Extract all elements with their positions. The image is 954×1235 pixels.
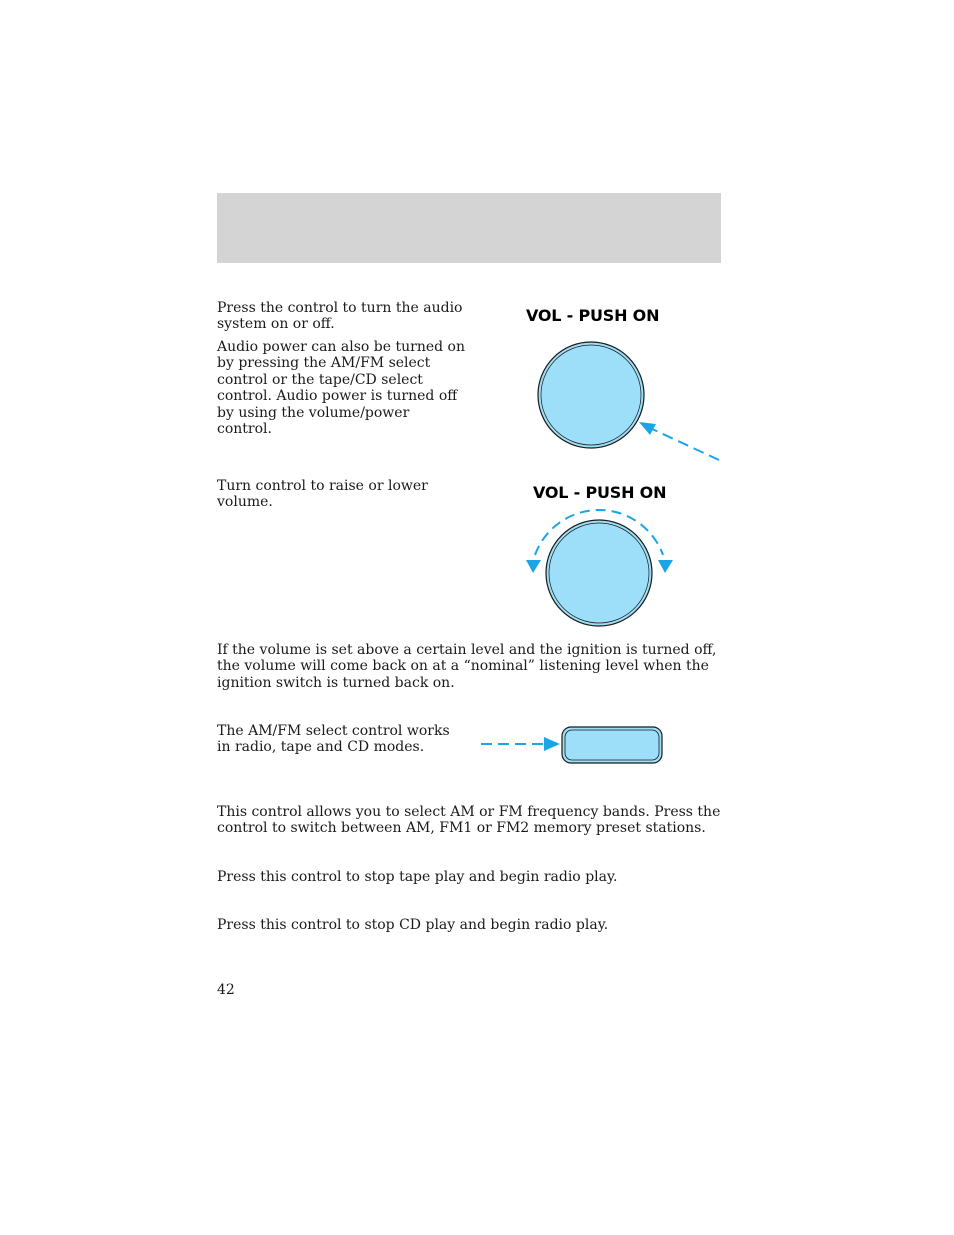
power-knob-label: VOL - PUSH ON (526, 306, 660, 325)
volume-instruction: Turn control to raise or lower volume. (217, 478, 428, 511)
volume-knob-label: VOL - PUSH ON (533, 483, 667, 502)
power-alternate-instruction: Audio power can also be turned on by pressing the AM/FM select control or the tape/CD select control. Audio power is turned off by using the volume/power control. (217, 339, 465, 438)
nominal-volume-note: If the volume is set above a certain level and the ignition is turned off, the volume will come back on at a “nominal” listening level when the ignition switch is turned back on. (217, 642, 717, 691)
amfm-stop-tape-text: Press this control to stop tape play and begin radio play. (217, 869, 618, 885)
rotate-arrow-head-left (526, 560, 541, 573)
amfm-band-select-text: This control allows you to select AM or FM frequency bands. Press the control to switch between AM, FM1 or FM2 memory preset stations. (217, 804, 721, 837)
power-knob (538, 342, 644, 448)
amfm-arrow-head (544, 737, 560, 751)
power-knob-illustration (530, 335, 730, 470)
amfm-button-illustration (478, 725, 668, 765)
amfm-intro: The AM/FM select control works in radio, tape and CD modes. (217, 723, 450, 756)
amfm-select-button (562, 727, 662, 763)
amfm-stop-cd-text: Press this control to stop CD play and begin radio play. (217, 917, 609, 933)
volume-knob-illustration (520, 505, 680, 630)
section-header-band (217, 193, 721, 263)
volume-knob (546, 520, 652, 626)
press-arrow-line (650, 428, 719, 460)
power-instruction: Press the control to turn the audio system on or off. (217, 300, 463, 333)
rotate-arrow-head-right (658, 560, 673, 573)
press-arrow-head (639, 422, 656, 435)
page-number: 42 (217, 982, 235, 998)
